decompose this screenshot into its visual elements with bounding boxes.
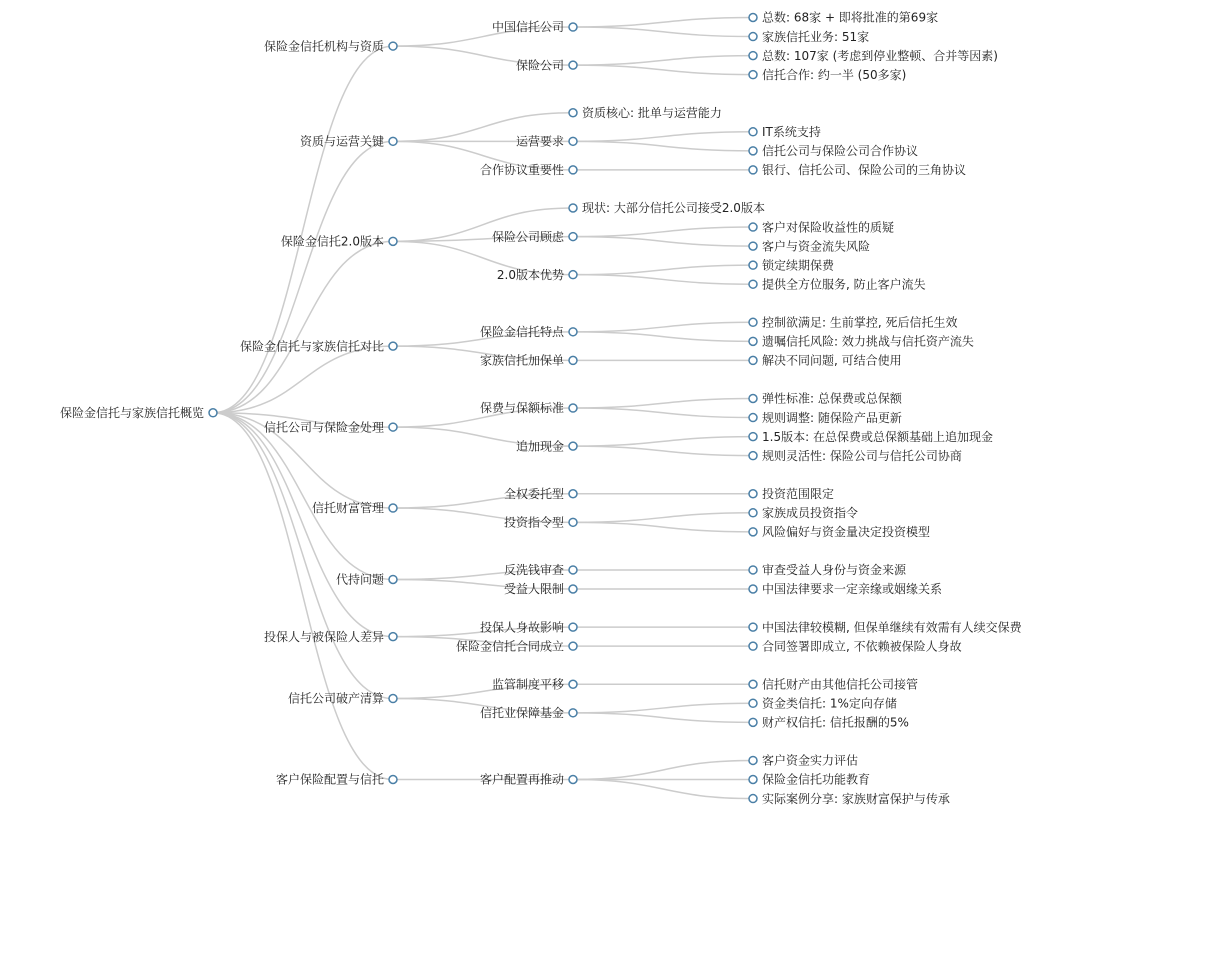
node-toggle-circle[interactable] [569, 23, 577, 31]
node-label: 追加现金 [515, 439, 564, 454]
link-保费与保额标准-to-弹性标准-总保费或总保额 [573, 399, 753, 409]
node-label: 合作协议重要性 [479, 163, 564, 178]
node-label: 信托公司与保险金处理 [263, 420, 384, 435]
node-label: IT系统支持 [762, 125, 821, 139]
node-toggle-circle[interactable] [569, 404, 577, 412]
node-label: 保险金信托合同成立 [455, 639, 564, 654]
mindmap-node-depth-2[interactable] [480, 619, 577, 634]
node-label: 投保人身故影响 [479, 620, 564, 635]
node-label: 信托公司与保险公司合作协议 [762, 144, 919, 159]
mindmap-node-depth-3[interactable] [749, 448, 962, 463]
mindmap-node-depth-3[interactable] [749, 486, 834, 501]
node-toggle-circle[interactable] [569, 776, 577, 784]
node-toggle-circle[interactable] [569, 642, 577, 650]
mindmap-node-depth-3[interactable] [749, 696, 897, 711]
leaf-node-circle[interactable] [749, 433, 757, 441]
mindmap-node-depth-3[interactable] [749, 772, 870, 787]
mindmap-node-depth-3[interactable] [749, 162, 966, 177]
link-客户配置再推动-to-客户资金实力评估 [573, 760, 753, 779]
node-label: 客户对保险收益性的质疑 [762, 220, 895, 235]
node-label: 财产权信托: 信托报酬的5% [762, 715, 909, 730]
node-label: 资质核心: 批单与运营能力 [582, 105, 722, 120]
node-label: 信托财富管理 [311, 501, 384, 516]
node-label: 解决不同问题, 可结合使用 [762, 353, 902, 368]
mindmap-node-depth-1[interactable] [264, 38, 397, 53]
link-投资指令型-to-家族成员投资指令 [573, 513, 753, 523]
node-toggle-circle[interactable] [569, 233, 577, 241]
link-保险金信托与家族信托概览-to-资质与运营关键 [213, 141, 393, 412]
mindmap-node-depth-3[interactable] [749, 124, 821, 139]
node-toggle-circle[interactable] [389, 776, 397, 784]
leaf-node-circle[interactable] [569, 204, 577, 212]
leaf-node-circle[interactable] [749, 395, 757, 403]
node-label: 规则灵活性: 保险公司与信托公司协商 [762, 448, 962, 463]
leaf-node-circle[interactable] [569, 109, 577, 117]
node-label: 受益人限制 [503, 582, 564, 597]
node-label: 全权委托型 [503, 486, 564, 501]
node-toggle-circle[interactable] [569, 490, 577, 498]
node-toggle-circle[interactable] [569, 585, 577, 593]
node-label: 总数: 107家 (考虑到停业整顿、合并等因素) [762, 48, 998, 63]
node-label: 资金类信托: 1%定向存储 [762, 696, 897, 711]
mindmap-node-depth-3[interactable] [749, 676, 918, 691]
link-保险金信托与家族信托概览-to-投保人与被保险人差异 [213, 413, 393, 637]
mindmap-node-depth-2[interactable] [480, 353, 577, 368]
node-layer [60, 10, 1023, 806]
node-toggle-circle[interactable] [569, 61, 577, 69]
mindmap-node-depth-3[interactable] [749, 619, 1023, 634]
mindmap-node-depth-2[interactable] [480, 400, 577, 415]
node-label: 2.0版本优势 [496, 267, 564, 282]
leaf-node-circle[interactable] [749, 128, 757, 136]
mindmap-node-depth-2[interactable] [480, 772, 577, 787]
node-label: 风险偏好与资金量决定投资模型 [762, 525, 931, 540]
node-toggle-circle[interactable] [209, 409, 217, 417]
node-label: 保险公司顾虑 [491, 229, 564, 244]
leaf-node-circle[interactable] [749, 318, 757, 326]
leaf-node-circle[interactable] [749, 528, 757, 536]
mindmap-node-depth-3[interactable] [749, 715, 909, 730]
leaf-node-circle[interactable] [749, 509, 757, 517]
node-label: 信托合作: 约一半 (50多家) [762, 67, 907, 82]
mindmap-node-depth-3[interactable] [749, 334, 974, 349]
node-label: 运营要求 [515, 134, 564, 149]
mindmap-node-depth-3[interactable] [749, 67, 906, 82]
leaf-node-circle[interactable] [749, 776, 757, 784]
node-label: 中国信托公司 [491, 20, 564, 35]
link-2-0版本优势-to-提供全方位服务-防止客户流失 [573, 275, 753, 285]
leaf-node-circle[interactable] [749, 356, 757, 364]
mindmap-node-depth-3[interactable] [749, 429, 993, 444]
mindmap-node-depth-2[interactable] [456, 638, 577, 653]
node-label: 保险公司 [515, 58, 564, 73]
node-toggle-circle[interactable] [389, 237, 397, 245]
link-运营要求-to-IT系统支持 [573, 132, 753, 142]
mindmap-node-depth-1[interactable] [276, 772, 397, 787]
node-toggle-circle[interactable] [569, 271, 577, 279]
link-保费与保额标准-to-规则调整-随保险产品更新 [573, 408, 753, 418]
leaf-node-circle[interactable] [749, 566, 757, 574]
node-label: 投资范围限定 [762, 486, 835, 501]
node-label: 资质与运营关键 [299, 134, 384, 149]
link-保险金信托与家族信托概览-to-保险金信托2-0版本 [213, 241, 393, 412]
node-toggle-circle[interactable] [569, 518, 577, 526]
node-toggle-circle[interactable] [569, 442, 577, 450]
leaf-node-circle[interactable] [749, 795, 757, 803]
leaf-node-circle[interactable] [749, 623, 757, 631]
node-label: 保险金信托特点 [479, 325, 564, 340]
link-保险金信托与家族信托概览-to-客户保险配置与信托 [213, 413, 393, 780]
link-信托业保障基金-to-财产权信托-信托报酬的5 [573, 713, 753, 723]
link-追加现金-to-规则灵活性-保险公司与信托公司协商 [573, 446, 753, 456]
link-中国信托公司-to-家族信托业务-51家 [573, 27, 753, 37]
link-2-0版本优势-to-锁定续期保费 [573, 265, 753, 275]
node-toggle-circle[interactable] [569, 623, 577, 631]
leaf-node-circle[interactable] [749, 337, 757, 345]
link-保险公司顾虑-to-客户与资金流失风险 [573, 237, 753, 247]
mindmap-node-depth-3[interactable] [749, 315, 958, 330]
node-toggle-circle[interactable] [569, 137, 577, 145]
node-label: 保险金信托机构与资质 [263, 39, 384, 54]
node-toggle-circle[interactable] [569, 356, 577, 364]
mindmap-node-depth-2[interactable] [569, 105, 722, 120]
node-toggle-circle[interactable] [569, 709, 577, 717]
node-label: 客户配置再推动 [479, 772, 564, 787]
link-保险金信托与家族信托概览-to-保险金信托机构与资质 [213, 46, 393, 413]
mindmap-node-depth-3[interactable] [749, 791, 950, 806]
node-label: 保险金信托2.0版本 [280, 234, 384, 249]
node-label: 保险金信托功能教育 [762, 772, 871, 787]
leaf-node-circle[interactable] [749, 280, 757, 288]
mindmap-node-depth-3[interactable] [749, 238, 870, 253]
mindmap-node-depth-3[interactable] [749, 391, 903, 406]
node-label: 信托业保障基金 [479, 706, 564, 721]
mindmap-node-depth-3[interactable] [749, 10, 938, 25]
link-保险金信托特点-to-控制欲满足-生前掌控-死后信托生效 [573, 322, 753, 332]
node-label: 银行、信托公司、保险公司的三角协议 [762, 163, 967, 178]
mindmap-node-depth-2[interactable] [480, 162, 577, 177]
leaf-node-circle[interactable] [749, 166, 757, 174]
node-label: 家族信托业务: 51家 [762, 29, 870, 44]
mindmap-node-depth-2[interactable] [480, 324, 577, 339]
mindmap-node-depth-1[interactable] [300, 134, 397, 149]
node-label: 信托财产由其他信托公司接管 [762, 677, 919, 692]
mindmap-node-depth-3[interactable] [749, 257, 835, 272]
node-label: 客户与资金流失风险 [762, 239, 871, 254]
node-label: 现状: 大部分信托公司接受2.0版本 [582, 201, 765, 216]
node-label: 锁定续期保费 [762, 258, 835, 273]
node-toggle-circle[interactable] [389, 633, 397, 641]
leaf-node-circle[interactable] [749, 490, 757, 498]
node-label: 保费与保额标准 [479, 401, 564, 416]
mindmap-node-depth-1[interactable] [264, 629, 397, 644]
node-label: 家族成员投资指令 [762, 506, 859, 520]
node-toggle-circle[interactable] [569, 680, 577, 688]
node-toggle-circle[interactable] [389, 137, 397, 145]
mindmap-node-depth-3[interactable] [749, 638, 962, 653]
node-label: 中国法律要求一定亲缘或姻缘关系 [762, 582, 943, 597]
mindmap-node-depth-3[interactable] [749, 143, 918, 158]
leaf-node-circle[interactable] [749, 14, 757, 22]
leaf-node-circle[interactable] [749, 223, 757, 231]
node-label: 提供全方位服务, 防止客户流失 [762, 277, 926, 292]
node-toggle-circle[interactable] [389, 504, 397, 512]
leaf-node-circle[interactable] [749, 147, 757, 155]
node-label: 保险金信托与家族信托概览 [59, 405, 204, 420]
link-保险金信托与家族信托概览-to-信托公司破产清算 [213, 413, 393, 699]
link-保险公司顾虑-to-客户对保险收益性的质疑 [573, 227, 753, 237]
leaf-node-circle[interactable] [749, 71, 757, 79]
mindmap-node-depth-1[interactable] [264, 419, 397, 434]
leaf-node-circle[interactable] [749, 680, 757, 688]
leaf-node-circle[interactable] [749, 33, 757, 41]
node-label: 投保人与被保险人差异 [263, 629, 384, 644]
node-label: 合同签署即成立, 不依赖被保险人身故 [762, 639, 962, 654]
mindmap-node-depth-2[interactable] [569, 200, 765, 215]
node-label: 1.5版本: 在总保费或总保额基础上追加现金 [762, 429, 993, 444]
link-保险金信托特点-to-遗嘱信托风险-效力挑战与信托资产流失 [573, 332, 753, 342]
leaf-node-circle[interactable] [749, 756, 757, 764]
mindmap-node-depth-3[interactable] [749, 753, 858, 768]
node-toggle-circle[interactable] [569, 566, 577, 574]
node-toggle-circle[interactable] [389, 42, 397, 50]
link-客户配置再推动-to-实际案例分享-家族财富保护与传承 [573, 780, 753, 799]
node-toggle-circle[interactable] [389, 342, 397, 350]
leaf-node-circle[interactable] [749, 699, 757, 707]
node-label: 遗嘱信托风险: 效力挑战与信托资产流失 [762, 334, 974, 349]
link-运营要求-to-信托公司与保险公司合作协议 [573, 141, 753, 151]
mindmap-node-depth-3[interactable] [749, 29, 869, 44]
leaf-node-circle[interactable] [749, 52, 757, 60]
node-label: 规则调整: 随保险产品更新 [762, 410, 902, 425]
leaf-node-circle[interactable] [749, 261, 757, 269]
link-追加现金-to-1-5版本-在总保费或总保额基础上追加现金 [573, 437, 753, 447]
mindmap-node-depth-2[interactable] [480, 705, 577, 720]
mindmap-node-depth-3[interactable] [749, 524, 930, 539]
mindmap-node-depth-3[interactable] [749, 219, 894, 234]
mindmap-node-depth-0[interactable] [60, 405, 217, 420]
mindmap-node-depth-3[interactable] [749, 581, 942, 596]
mindmap-node-depth-1[interactable] [240, 338, 397, 353]
leaf-node-circle[interactable] [749, 414, 757, 422]
node-label: 监管制度平移 [491, 677, 564, 692]
mindmap-node-depth-3[interactable] [749, 276, 926, 291]
node-label: 反洗钱审查 [503, 563, 564, 578]
node-label: 客户保险配置与信托 [275, 772, 384, 787]
node-label: 保险金信托与家族信托对比 [239, 339, 384, 354]
leaf-node-circle[interactable] [749, 585, 757, 593]
node-label: 代持问题 [335, 572, 384, 587]
leaf-node-circle[interactable] [749, 242, 757, 250]
link-保险公司-to-总数-107家-考虑到停业整顿-合并等因素 [573, 56, 753, 66]
node-toggle-circle[interactable] [389, 423, 397, 431]
mindmap-node-depth-1[interactable] [288, 691, 397, 706]
node-label: 审查受益人身份与资金来源 [762, 563, 907, 578]
node-toggle-circle[interactable] [389, 575, 397, 583]
node-label: 中国法律较模糊, 但保单继续有效需有人续交保费 [762, 620, 1022, 635]
node-toggle-circle[interactable] [569, 328, 577, 336]
node-label: 投资指令型 [503, 515, 564, 530]
node-toggle-circle[interactable] [569, 166, 577, 174]
node-label: 实际案例分享: 家族财富保护与传承 [762, 791, 950, 806]
link-投资指令型-to-风险偏好与资金量决定投资模型 [573, 522, 753, 532]
node-label: 控制欲满足: 生前掌控, 死后信托生效 [762, 315, 958, 330]
mindmap-node-depth-3[interactable] [749, 48, 998, 63]
leaf-node-circle[interactable] [749, 642, 757, 650]
node-label: 客户资金实力评估 [762, 753, 859, 768]
link-信托业保障基金-to-资金类信托-1-定向存储 [573, 703, 753, 713]
leaf-node-circle[interactable] [749, 452, 757, 460]
mindmap-node-depth-3[interactable] [749, 353, 902, 368]
node-label: 信托公司破产清算 [287, 691, 384, 706]
mindmap-node-depth-3[interactable] [749, 505, 858, 520]
link-保险公司-to-信托合作-约一半-50多家 [573, 65, 753, 75]
leaf-node-circle[interactable] [749, 718, 757, 726]
node-label: 总数: 68家 + 即将批准的第69家 [762, 10, 939, 25]
mindmap-node-depth-1[interactable] [281, 234, 397, 249]
link-中国信托公司-to-总数-68家-即将批准的第69家 [573, 18, 753, 28]
node-toggle-circle[interactable] [389, 695, 397, 703]
mindmap-node-depth-3[interactable] [749, 562, 907, 577]
node-label: 家族信托加保单 [479, 353, 564, 368]
node-label: 弹性标准: 总保费或总保额 [762, 391, 902, 406]
mindmap-node-depth-3[interactable] [749, 410, 902, 425]
